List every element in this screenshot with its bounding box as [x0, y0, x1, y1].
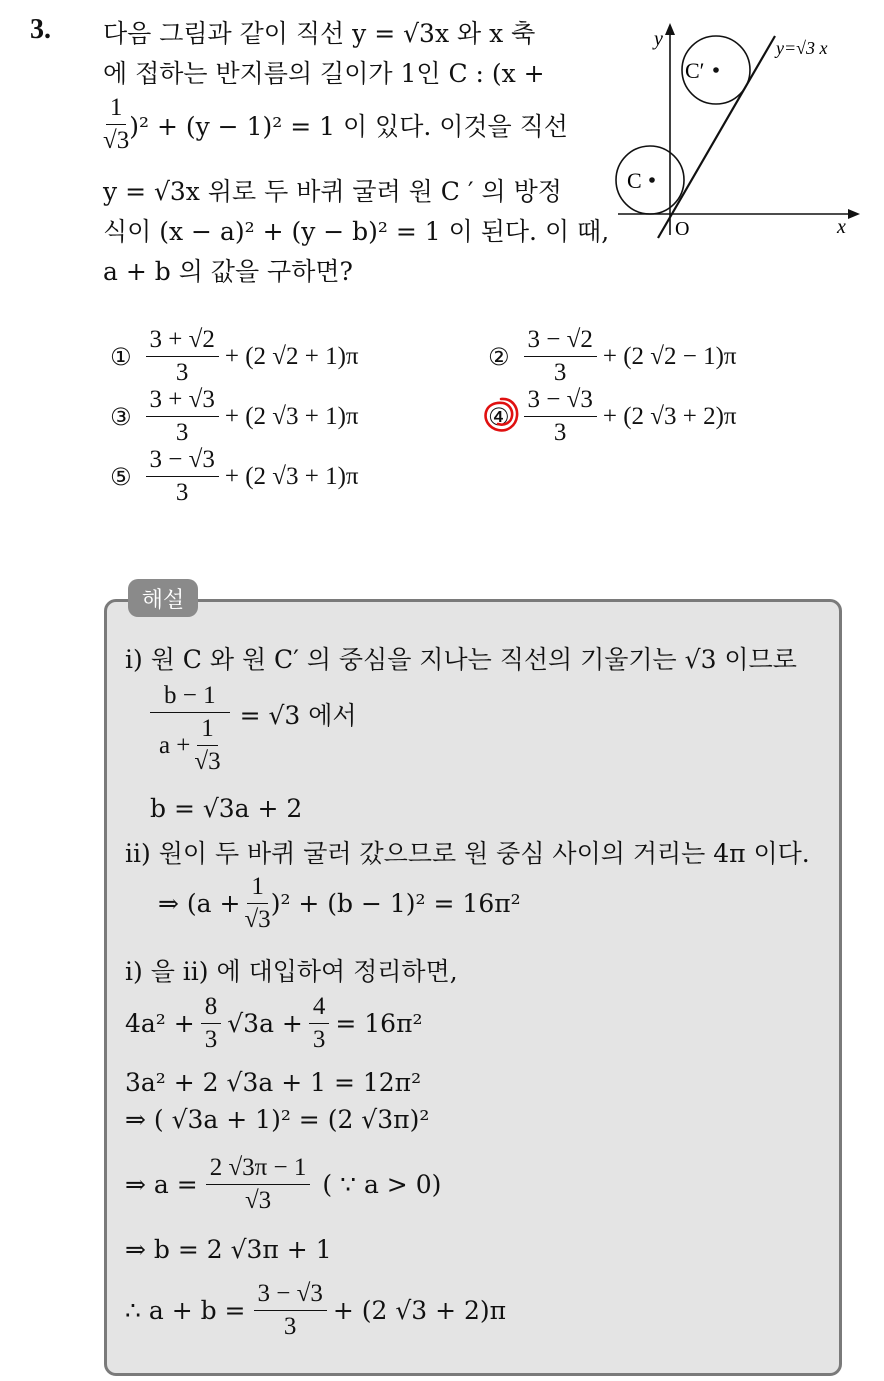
eq7-fraction-1	[201, 993, 222, 1054]
choice-1-rest: + (2 √2 + 1)π	[224, 342, 359, 370]
distance-post: )² + (b − 1)² = 16π²	[270, 889, 521, 918]
choice-2-fraction	[524, 326, 597, 387]
origin-label: O	[675, 218, 690, 240]
choice-1-denominator: 3	[175, 359, 189, 386]
slope-rest: = √3 에서	[239, 701, 357, 730]
y-axis-label: y	[654, 28, 663, 50]
choice-5-denominator: 3	[175, 479, 189, 506]
choice-1-fraction	[146, 326, 219, 387]
solution-line-8: 3a² + 2 √3a + 1 = 12π²	[125, 1068, 422, 1097]
x-axis-label: x	[837, 216, 846, 238]
eq7-f2-numerator: 4	[309, 993, 330, 1024]
solution-line-4: ii) 원이 두 바퀴 굴러 갔으므로 원 중심 사이의 거리는 4π 이다.	[125, 839, 810, 868]
solution-line-12	[125, 1280, 506, 1341]
eq12-denominator: 3	[283, 1313, 297, 1340]
circle-c-label: C	[627, 168, 642, 193]
distance-numerator: 1	[247, 873, 268, 904]
eq7-post: = 16π²	[335, 1009, 423, 1038]
choice-5-fraction	[146, 446, 219, 507]
solution-line-1: i) 원 C 와 원 C′ 의 중심을 지나는 직선의 기울기는 √3 이므로	[125, 645, 797, 674]
choice-5-numerator: 3 − √3	[146, 446, 219, 477]
choice-2[interactable]	[488, 326, 737, 387]
line-equation-label: y=√3 x	[776, 38, 828, 58]
fraction-denominator: √3	[103, 127, 130, 154]
question-number: 3.	[30, 14, 51, 45]
choice-4-denominator: 3	[553, 419, 567, 446]
eq12-post: + (2 √3 + 2)π	[332, 1296, 507, 1325]
choice-2-rest: + (2 √2 − 1)π	[602, 342, 737, 370]
eq10-pre: ⇒ a =	[125, 1170, 198, 1199]
choice-2-numerator: 3 − √2	[524, 326, 597, 357]
eq7-pre: 4a² +	[125, 1009, 195, 1038]
solution-line-2	[150, 682, 357, 776]
circle-c-prime-center	[713, 67, 719, 73]
distance-fraction	[244, 873, 270, 934]
choice-3-mark: ③	[110, 402, 132, 431]
solution-line-10	[125, 1154, 441, 1215]
slope-den-denominator: √3	[194, 748, 221, 775]
choice-1-mark: ①	[110, 342, 132, 371]
choice-5[interactable]	[110, 446, 359, 507]
slope-den-numerator: 1	[197, 715, 218, 746]
choice-1-numerator: 3 + √2	[146, 326, 219, 357]
circle-c-prime-label: C′	[685, 58, 705, 83]
question-line-1: 다음 그림과 같이 직선 y = √3x 와 x 축	[103, 19, 536, 48]
choice-5-rest: + (2 √3 + 1)π	[224, 462, 359, 490]
eq12-fraction	[254, 1280, 327, 1341]
question-fraction	[103, 94, 129, 155]
distance-pre: ⇒ (a +	[158, 889, 241, 918]
eq7-f1-numerator: 8	[201, 993, 222, 1024]
choice-4[interactable]	[488, 386, 737, 447]
solution-line-7	[125, 993, 423, 1054]
solution-line-3: b = √3a + 2	[150, 794, 303, 823]
choice-3-rest: + (2 √3 + 1)π	[224, 402, 359, 430]
fraction-numerator: 1	[106, 94, 127, 125]
question-line-6: a + b 의 값을 구하면?	[103, 257, 353, 286]
eq12-numerator: 3 − √3	[254, 1280, 327, 1311]
slanted-line	[658, 36, 775, 238]
choice-1[interactable]	[110, 326, 359, 387]
geometry-figure	[610, 20, 870, 245]
slope-den-fraction	[194, 715, 220, 776]
choice-4-rest: + (2 √3 + 2)π	[602, 402, 737, 430]
choice-3[interactable]	[110, 386, 359, 447]
choice-4-mark: ④	[488, 403, 510, 431]
eq10-numerator: 2 √3π − 1	[206, 1154, 311, 1185]
circle-c-center	[649, 177, 655, 183]
eq12-pre: ∴ a + b =	[125, 1296, 246, 1325]
solution-line-5	[158, 873, 521, 934]
eq10-denominator: √3	[244, 1187, 272, 1214]
solution-tag: 해설	[128, 579, 198, 617]
question-line-3-text: )² + (y − 1)² = 1 이 있다. 이것을 직선	[129, 111, 568, 141]
slope-numerator: b − 1	[150, 682, 230, 713]
eq7-fraction-2	[309, 993, 330, 1054]
answer-circle-mark	[479, 393, 523, 437]
eq7-f2-denominator: 3	[312, 1026, 326, 1053]
x-axis-arrow	[848, 209, 860, 219]
choice-4-fraction	[524, 386, 597, 447]
choice-5-mark: ⑤	[110, 462, 132, 491]
distance-denominator: √3	[244, 906, 271, 933]
choice-4-numerator: 3 − √3	[524, 386, 597, 417]
eq10-post: ( ∵ a > 0)	[322, 1170, 442, 1199]
choice-2-denominator: 3	[553, 359, 567, 386]
choice-3-denominator: 3	[175, 419, 189, 446]
slope-denominator	[159, 713, 221, 776]
eq7-mid: √3a +	[227, 1009, 303, 1038]
question-line-5: 식이 (x − a)² + (y − b)² = 1 이 된다. 이 때,	[103, 217, 610, 246]
slope-den-a: a +	[158, 731, 191, 759]
question-line-4: y = √3x 위로 두 바퀴 굴려 원 C ′ 의 방정	[103, 177, 562, 206]
choice-3-fraction	[146, 386, 219, 447]
choice-4-mark-wrap	[488, 402, 510, 431]
question-line-2: 에 접하는 반지름의 길이가 1인 C : (x +	[103, 59, 545, 88]
solution-line-11: ⇒ b = 2 √3π + 1	[125, 1235, 332, 1264]
choice-3-numerator: 3 + √3	[146, 386, 219, 417]
choice-2-mark: ②	[488, 342, 510, 371]
y-axis-arrow	[665, 23, 675, 35]
slope-fraction	[150, 682, 230, 776]
eq7-f1-denominator: 3	[204, 1026, 218, 1053]
question-line-3	[103, 94, 568, 155]
solution-line-6: i) 을 ii) 에 대입하여 정리하면,	[125, 957, 458, 986]
solution-line-9: ⇒ ( √3a + 1)² = (2 √3π)²	[125, 1105, 430, 1134]
eq10-fraction	[206, 1154, 311, 1215]
